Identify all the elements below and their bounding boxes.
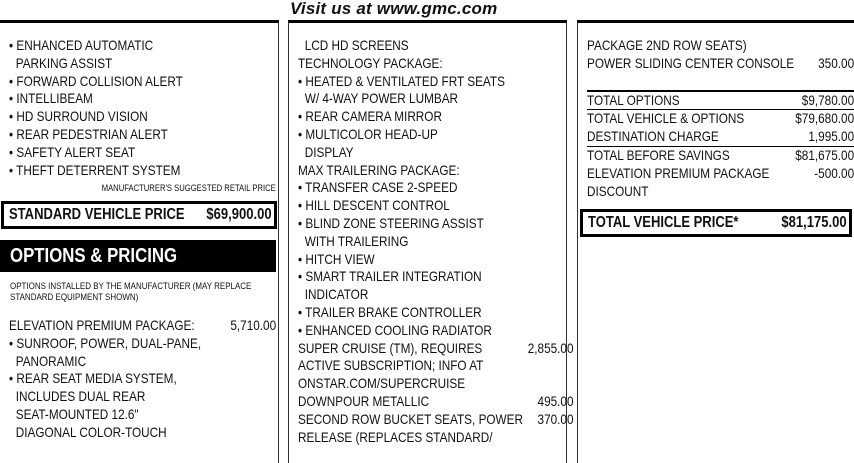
list-item [298,144,574,162]
list-item [298,411,574,429]
item-text: • MULTICOLOR HEAD-UP [298,125,438,142]
options-heading: OPTIONS & PRICING [10,245,178,267]
standard-vehicle-price-box [1,201,277,229]
list-item [9,144,278,162]
list-item [298,197,574,215]
list-item [298,286,574,304]
item-text: LCD HD SCREENS [304,37,409,53]
item-text: W/ 4-WAY POWER LUMBAR [304,90,459,107]
item-amount: -500.00 [814,164,854,181]
list-item [9,353,276,371]
item-text: PARKING ASSIST [15,54,113,71]
list-item [298,215,574,233]
list-item [298,304,574,322]
list-item [298,55,574,73]
list-item [587,165,854,183]
msrp-label: MANUFACTURER'S SUGGESTED RETAIL PRICE [101,183,276,193]
total-vehicle-price-box [580,209,852,237]
item-amount: $9,780.00 [801,91,854,108]
standard-price-value: $69,900.00 [206,206,272,223]
list-item [298,268,574,286]
left-column [0,20,279,463]
list-item [298,375,574,393]
list-item [298,322,574,340]
list-item [587,110,854,128]
item-text: ELEVATION PREMIUM PACKAGE [587,164,770,181]
item-text: • THEFT DETERRENT SYSTEM [9,161,181,178]
item-amount: 5,710.00 [230,317,277,333]
item-text: • REAR SEAT MEDIA SYSTEM, [9,370,177,387]
item-text: DIAGONAL COLOR-TOUCH [15,423,167,440]
list-item [9,424,276,442]
item-text: DOWNPOUR METALLIC [298,392,430,409]
list-item [9,335,276,353]
list-item [298,429,574,447]
item-text: • INTELLIBEAM [9,90,93,107]
item-text: • BLIND ZONE STEERING ASSIST [298,214,484,231]
list-item [298,251,574,269]
options-list-2 [298,37,574,446]
middle-column [288,20,574,463]
list-item [9,108,278,126]
list-item [9,406,276,424]
options-note: OPTIONS INSTALLED BY THE MANUFACTURER (MAY REPLACE STANDARD EQUIPMENT SHOWN) [10,281,252,303]
list-item [9,55,278,73]
item-text: WITH TRAILERING [304,232,409,249]
list-item [587,147,854,165]
item-text: • ENHANCED COOLING RADIATOR [298,321,492,338]
item-amount: 495.00 [537,392,574,409]
item-text: ONSTAR.COM/SUPERCRUISE [298,375,466,392]
list-item [587,90,854,111]
right-column [577,20,854,463]
item-text: POWER SLIDING CENTER CONSOLE [587,54,795,71]
list-item [9,90,278,108]
item-amount: 350.00 [818,54,854,71]
item-text: • TRANSFER CASE 2-SPEED [298,179,458,196]
list-item [298,233,574,251]
list-item [298,90,574,108]
item-text: • FORWARD COLLISION ALERT [9,72,183,89]
list-item [298,37,574,55]
list-item [587,183,854,201]
item-text: DESTINATION CHARGE [587,128,719,145]
list-item [9,73,278,91]
total-price-label: TOTAL VEHICLE PRICE* [588,214,739,231]
list-item [9,317,276,335]
item-text: DISCOUNT [587,182,649,199]
list-item [9,162,278,180]
item-text: INCLUDES DUAL REAR [15,388,146,405]
website-banner: Visit us at www.gmc.com [290,0,498,18]
item-text: • HD SURROUND VISION [9,108,148,125]
options-heading-bar [0,240,276,272]
item-text: ELEVATION PREMIUM PACKAGE: [9,317,195,333]
item-text: MAX TRAILERING PACKAGE: [298,161,460,178]
item-text: • SUNROOF, POWER, DUAL-PANE, [9,334,202,351]
list-item [298,393,574,411]
item-text: • SAFETY ALERT SEAT [9,143,136,160]
item-text: • REAR CAMERA MIRROR [298,108,442,125]
item-text: SECOND ROW BUCKET SEATS, POWER [298,410,524,427]
standard-features-list [9,37,278,179]
item-text: • TRAILER BRAKE CONTROLLER [298,303,482,320]
options-list-3 [587,37,854,200]
list-item [298,162,574,180]
list-item [587,55,854,73]
list-item [298,340,574,358]
item-text: RELEASE (REPLACES STANDARD/ [298,428,493,445]
list-item [9,126,278,144]
list-item [298,179,574,197]
item-text: PANORAMIC [15,352,87,369]
item-amount: $81,675.00 [795,146,854,163]
item-text: TOTAL BEFORE SAVINGS [587,146,730,163]
standard-price-label: STANDARD VEHICLE PRICE [9,206,185,223]
options-list-1 [9,317,276,442]
item-text: INDICATOR [304,286,369,303]
item-text: ACTIVE SUBSCRIPTION; INFO AT [298,357,484,374]
item-text: DISPLAY [304,143,354,160]
list-item [298,357,574,375]
item-text: • SMART TRAILER INTEGRATION [298,268,482,285]
item-text: TECHNOLOGY PACKAGE: [298,54,443,71]
list-item [9,37,278,55]
item-text: TOTAL OPTIONS [587,91,680,108]
item-text: TOTAL VEHICLE & OPTIONS [587,110,745,127]
list-item [298,126,574,144]
item-text: SUPER CRUISE (TM), REQUIRES [298,339,483,356]
item-text: • REAR PEDESTRIAN ALERT [9,125,168,142]
item-text: • ENHANCED AUTOMATIC [9,37,154,53]
item-text: • HITCH VIEW [298,250,375,267]
item-amount: 370.00 [537,410,574,427]
list-item [298,108,574,126]
list-item [9,388,276,406]
list-item [9,370,276,388]
item-text: • HEATED & VENTILATED FRT SEATS [298,72,505,89]
item-amount: $79,680.00 [795,110,854,127]
item-amount: 2,855.00 [527,339,574,356]
list-item [587,128,854,147]
item-text: SEAT-MOUNTED 12.6" [15,405,139,422]
list-item [298,73,574,91]
item-text: • HILL DESCENT CONTROL [298,197,450,214]
total-price-value: $81,175.00 [781,214,847,231]
list-item [587,37,854,55]
item-text: PACKAGE 2ND ROW SEATS) [587,37,747,53]
item-amount: 1,995.00 [808,128,854,145]
